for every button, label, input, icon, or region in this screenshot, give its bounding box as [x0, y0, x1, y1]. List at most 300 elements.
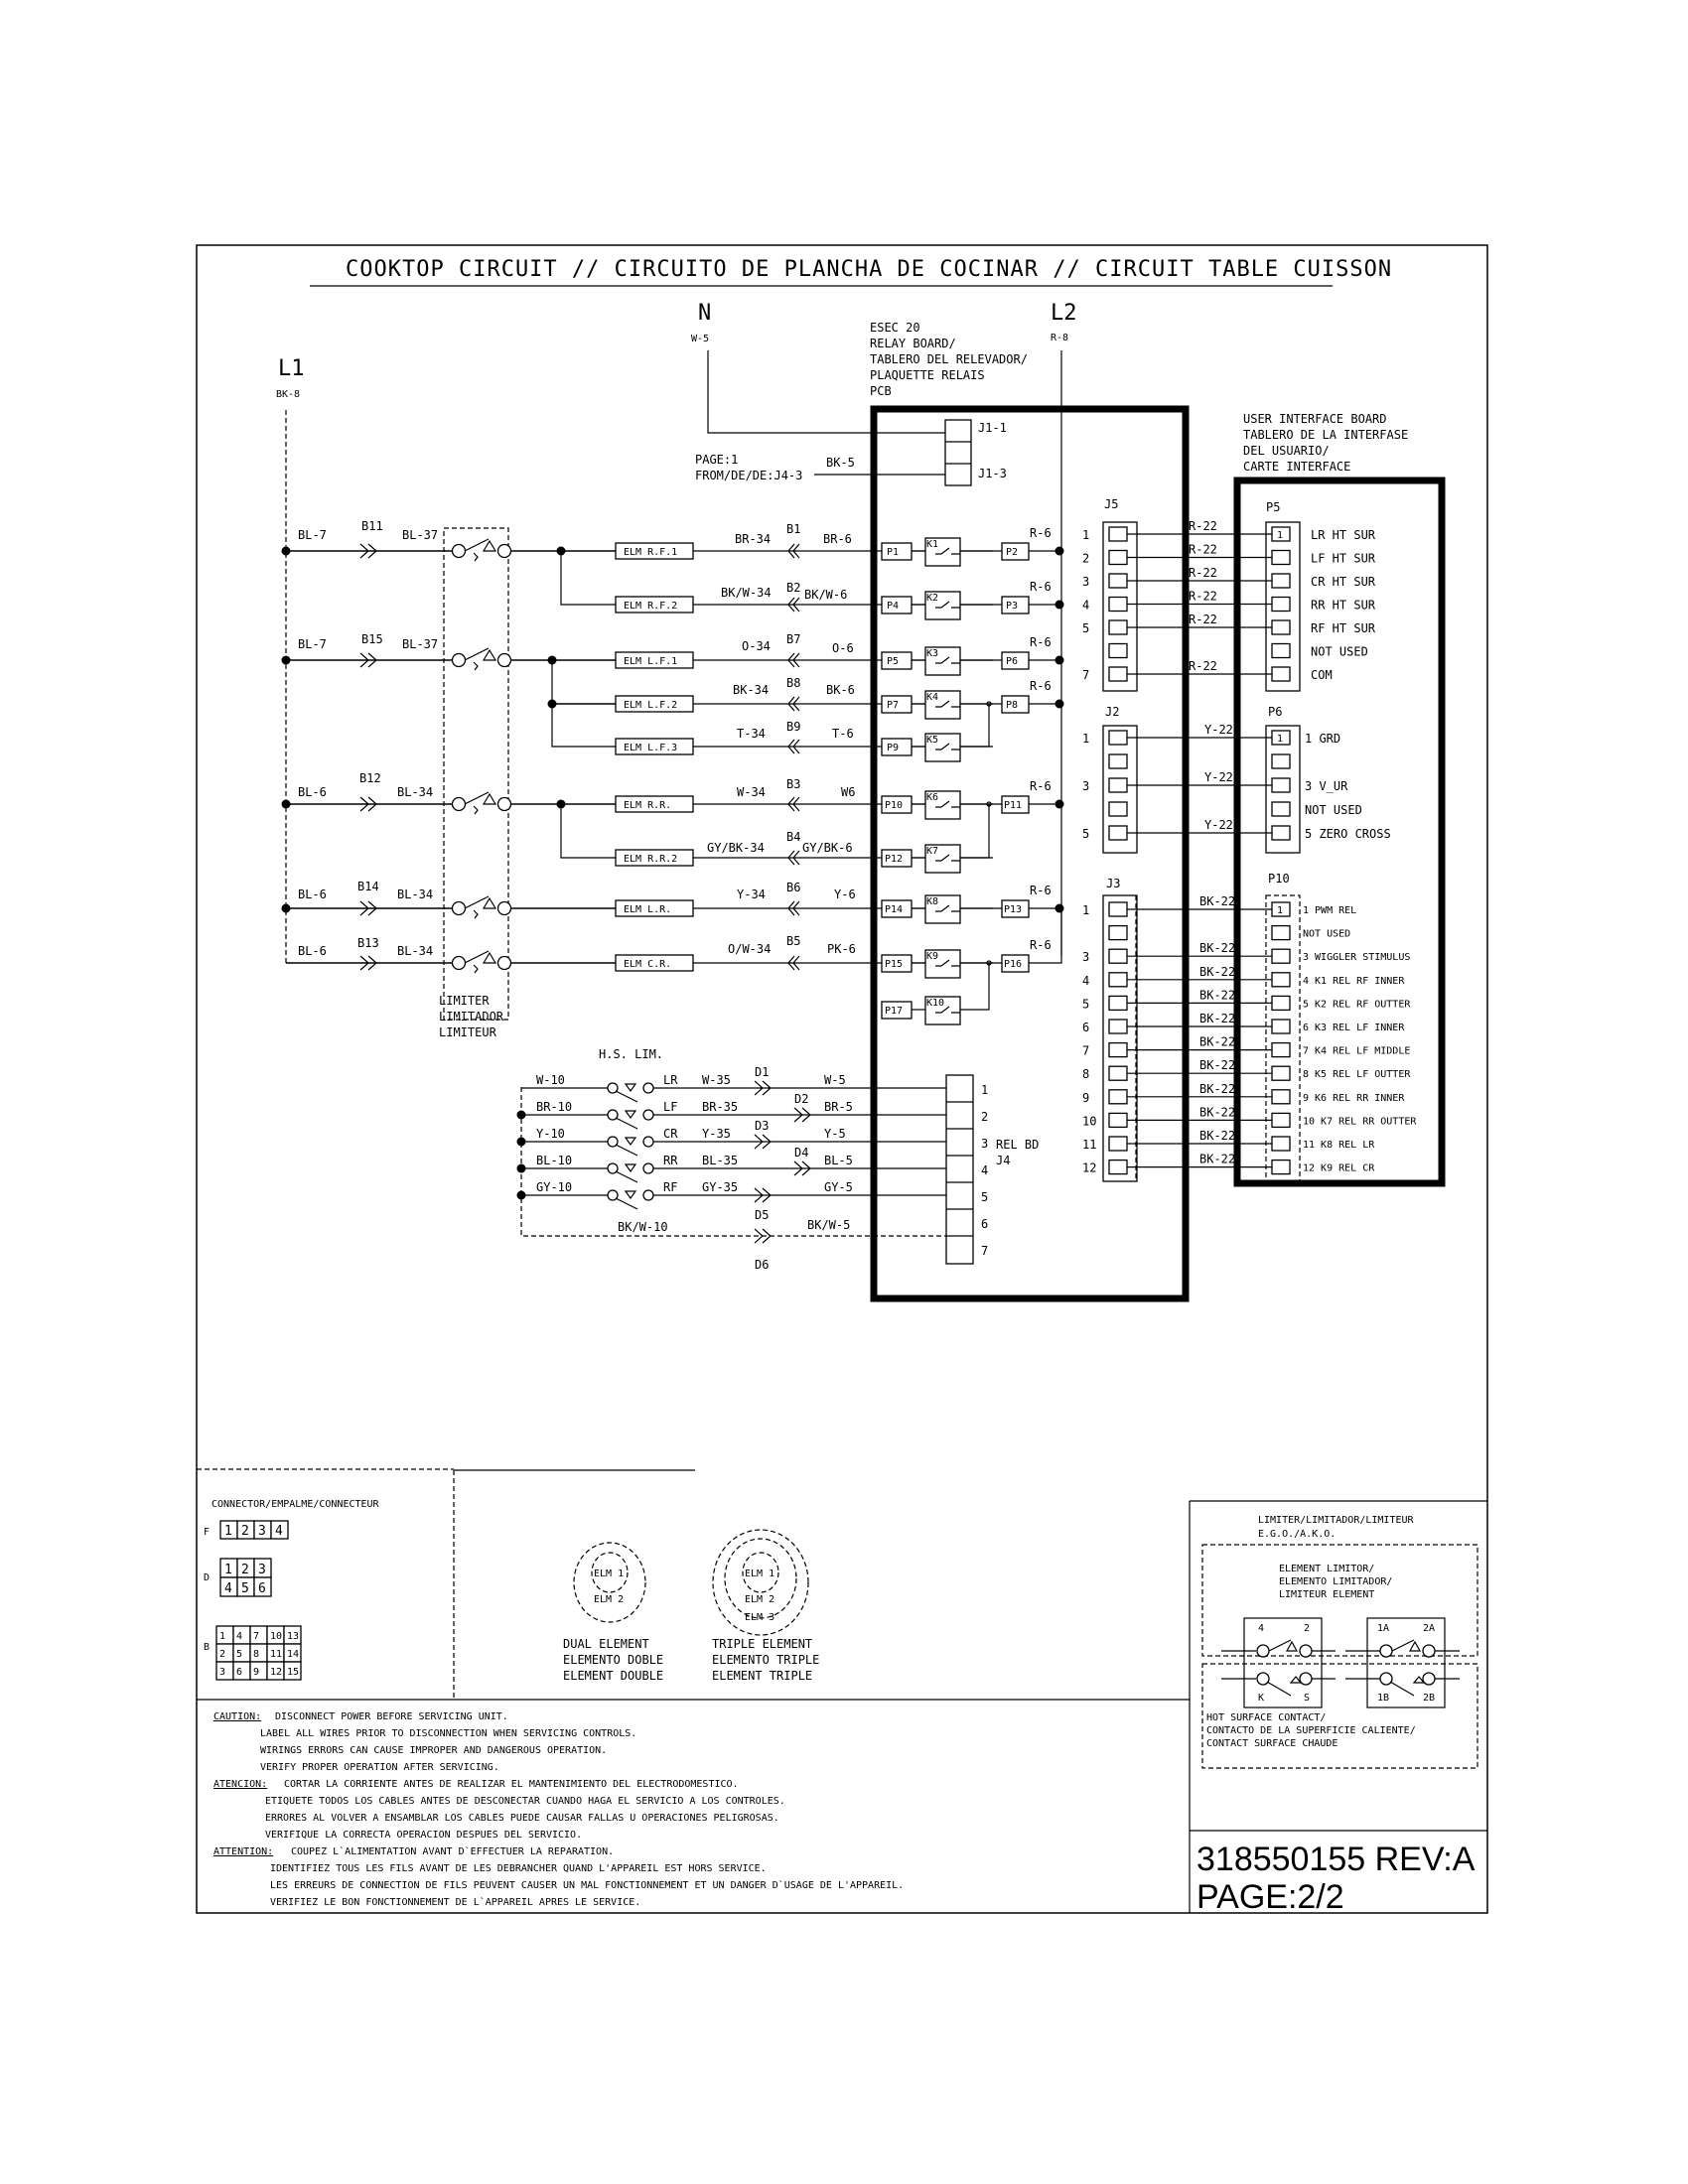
svg-text:15: 15 — [287, 1667, 300, 1678]
svg-text:2: 2 — [981, 1110, 989, 1124]
svg-text:2: 2 — [1304, 1623, 1311, 1634]
svg-text:ELM 1: ELM 1 — [594, 1569, 625, 1579]
svg-text:B14: B14 — [357, 880, 379, 893]
svg-text:DISCONNECT POWER BEFORE SERVIC: DISCONNECT POWER BEFORE SERVICING UNIT. — [275, 1711, 508, 1722]
svg-text:ERRORES AL VOLVER A ENSAMBLAR: ERRORES AL VOLVER A ENSAMBLAR LOS CABLES PUEDE CAUSAR FALLAS U OPERACIONES PELIGROSAS. — [265, 1813, 779, 1824]
svg-text:J1-1: J1-1 — [978, 421, 1007, 435]
limiter-legend — [1202, 1515, 1477, 1768]
svg-text:1: 1 — [224, 1563, 232, 1577]
svg-text:LIMITEUR ELEMENT: LIMITEUR ELEMENT — [1279, 1589, 1375, 1600]
svg-text:1: 1 — [981, 1083, 989, 1097]
ui-board-label — [1243, 412, 1408, 474]
svg-text:S: S — [1304, 1693, 1311, 1704]
svg-text:K5: K5 — [926, 735, 939, 746]
svg-text:10: 10 — [1082, 1114, 1097, 1129]
svg-text:1: 1 — [1277, 905, 1284, 916]
svg-text:BK-34: BK-34 — [733, 683, 770, 697]
svg-text:5: 5 — [1082, 997, 1090, 1012]
svg-text:4: 4 — [1258, 1623, 1265, 1634]
svg-text:R-8: R-8 — [1051, 333, 1069, 343]
svg-text:4: 4 — [981, 1163, 989, 1177]
svg-text:ELM R.R.2: ELM R.R.2 — [624, 854, 678, 865]
svg-text:BK/W-10: BK/W-10 — [618, 1220, 668, 1234]
svg-text:TRIPLE ELEMENT: TRIPLE ELEMENT — [712, 1637, 813, 1651]
relay-row-k1 — [882, 526, 1064, 566]
svg-text:1: 1 — [1082, 732, 1090, 746]
svg-text:P17: P17 — [885, 1006, 904, 1017]
svg-text:BK-6: BK-6 — [826, 683, 855, 697]
svg-text:P5: P5 — [887, 656, 900, 667]
svg-text:10: 10 — [270, 1631, 283, 1642]
svg-text:BL-6: BL-6 — [298, 785, 327, 799]
p5-function-label: CR HT SUR — [1311, 575, 1376, 589]
svg-text:BK-22: BK-22 — [1199, 1152, 1236, 1166]
svg-text:11: 11 — [270, 1649, 283, 1660]
svg-text:2B: 2B — [1423, 1693, 1436, 1704]
svg-text:3: 3 — [981, 1137, 989, 1151]
svg-text:ELM L.F.2: ELM L.F.2 — [624, 700, 678, 711]
svg-text:CONNECTOR/EMPALME/CONNECTEUR: CONNECTOR/EMPALME/CONNECTEUR — [211, 1499, 379, 1510]
svg-text:RF: RF — [663, 1180, 678, 1194]
svg-text:1A: 1A — [1377, 1623, 1390, 1634]
svg-text:B12: B12 — [359, 771, 381, 785]
svg-text:Y-10: Y-10 — [536, 1127, 565, 1141]
svg-text:CARTE INTERFACE: CARTE INTERFACE — [1243, 460, 1351, 474]
svg-text:P5: P5 — [1266, 500, 1281, 514]
svg-text:ELM 3: ELM 3 — [745, 1612, 775, 1623]
svg-text:B2: B2 — [786, 581, 801, 595]
svg-text:ATENCION:: ATENCION: — [213, 1779, 268, 1790]
relays — [882, 526, 1064, 1024]
supply-row-5 — [286, 936, 457, 970]
svg-text:BR-5: BR-5 — [824, 1100, 853, 1114]
svg-text:ETIQUETE TODOS LOS CABLES ANTE: ETIQUETE TODOS LOS CABLES ANTES DE DESCONECTAR CUANDO HAGA EL SERVICIO A LOS CONTROLES. — [265, 1796, 785, 1807]
svg-text:B9: B9 — [786, 720, 801, 734]
svg-text:ELM L.F.1: ELM L.F.1 — [624, 656, 678, 667]
supply-rows — [282, 519, 458, 970]
svg-text:BK-22: BK-22 — [1199, 1012, 1236, 1025]
svg-text:P10: P10 — [1268, 872, 1290, 886]
svg-text:P9: P9 — [887, 743, 900, 753]
svg-text:BK-8: BK-8 — [276, 389, 301, 400]
svg-text:N: N — [698, 301, 712, 326]
svg-text:14: 14 — [287, 1649, 300, 1660]
svg-text:6: 6 — [258, 1581, 266, 1596]
limiter-label — [439, 994, 504, 1039]
svg-text:7: 7 — [1082, 1043, 1090, 1058]
svg-text:ELM L.F.3: ELM L.F.3 — [624, 743, 678, 753]
title-block — [1196, 1841, 1476, 1916]
svg-text:6 K3 REL LF INNER: 6 K3 REL LF INNER — [1303, 1023, 1405, 1033]
svg-text:6: 6 — [1082, 1021, 1090, 1034]
svg-text:5: 5 — [236, 1649, 243, 1660]
svg-text:4: 4 — [1082, 973, 1090, 988]
svg-text:ELM R.F.1: ELM R.F.1 — [624, 547, 678, 558]
svg-text:W-5: W-5 — [824, 1073, 846, 1087]
svg-text:L2: L2 — [1051, 301, 1077, 326]
svg-text:1: 1 — [1277, 734, 1284, 745]
svg-text:BK-5: BK-5 — [826, 456, 855, 470]
svg-text:RELAY BOARD/: RELAY BOARD/ — [870, 337, 956, 350]
svg-text:BL-34: BL-34 — [397, 785, 434, 799]
svg-text:ELEMENTO DOBLE: ELEMENTO DOBLE — [563, 1653, 664, 1667]
svg-text:2A: 2A — [1423, 1623, 1436, 1634]
svg-text:T-34: T-34 — [737, 727, 766, 741]
svg-text:LF: LF — [663, 1100, 678, 1114]
svg-text:P6: P6 — [1006, 656, 1019, 667]
svg-text:L1: L1 — [278, 356, 305, 381]
svg-text:7 K4 REL LF MIDDLE: 7 K4 REL LF MIDDLE — [1303, 1045, 1411, 1057]
limiter-switches — [453, 539, 557, 973]
relay-row-k9 — [882, 908, 1061, 978]
svg-text:P6: P6 — [1268, 705, 1283, 719]
svg-text:R-6: R-6 — [1030, 779, 1052, 793]
svg-text:K7: K7 — [926, 846, 939, 857]
relay-board-label — [870, 321, 1028, 398]
svg-text:9: 9 — [1082, 1090, 1090, 1105]
svg-text:CONTACT SURFACE CHAUDE: CONTACT SURFACE CHAUDE — [1206, 1738, 1338, 1749]
j5-pin-number: 1 — [1082, 528, 1090, 542]
dual-element-diagram — [563, 1543, 663, 1683]
svg-text:BK-22: BK-22 — [1199, 1058, 1236, 1073]
svg-text:R-22: R-22 — [1189, 659, 1217, 673]
svg-text:B5: B5 — [786, 934, 801, 948]
p5-function-label: NOT USED — [1311, 644, 1368, 659]
svg-text:J2: J2 — [1105, 705, 1120, 719]
svg-text:5: 5 — [1082, 827, 1090, 841]
svg-text:ELM 2: ELM 2 — [745, 1594, 775, 1605]
relay-row-k3 — [882, 635, 1064, 675]
svg-text:BR-35: BR-35 — [702, 1100, 739, 1114]
svg-text:W-5: W-5 — [691, 334, 710, 344]
triple-element-diagram — [712, 1530, 819, 1683]
svg-text:R-22: R-22 — [1189, 542, 1217, 557]
svg-text:WIRINGS ERRORS CAN CAUSE IMPRO: WIRINGS ERRORS CAN CAUSE IMPROPER AND DANGEROUS OPERATION. — [260, 1745, 608, 1756]
svg-text:10 K7 REL RR OUTTER: 10 K7 REL RR OUTTER — [1303, 1116, 1417, 1128]
svg-text:W-10: W-10 — [536, 1073, 565, 1087]
relay-board-outline — [874, 409, 1186, 1298]
svg-text:BL-7: BL-7 — [298, 528, 327, 542]
svg-text:Y-6: Y-6 — [834, 887, 856, 901]
svg-text:ATTENTION:: ATTENTION: — [213, 1846, 274, 1857]
svg-text:BK-22: BK-22 — [1199, 988, 1236, 1003]
svg-text:1: 1 — [224, 1524, 232, 1539]
svg-text:Y-22: Y-22 — [1204, 723, 1233, 737]
svg-text:DEL USUARIO/: DEL USUARIO/ — [1243, 444, 1330, 458]
svg-text:VERIFIQUE LA CORRECTA OPERACIO: VERIFIQUE LA CORRECTA OPERACION DESPUES DEL SERVICIO. — [265, 1830, 583, 1841]
svg-text:ELM 1: ELM 1 — [745, 1569, 775, 1579]
relay-row-k8 — [882, 884, 1064, 923]
svg-text:5 ZERO CROSS: 5 ZERO CROSS — [1305, 827, 1391, 841]
j1-connector — [695, 420, 1007, 485]
p5-function-label: RF HT SUR — [1311, 621, 1376, 635]
svg-text:T-6: T-6 — [832, 727, 854, 741]
svg-text:J4: J4 — [996, 1154, 1011, 1167]
svg-text:D6: D6 — [755, 1258, 770, 1272]
svg-text:BL-7: BL-7 — [298, 637, 327, 651]
relay-row-k4 — [882, 679, 1064, 719]
svg-text:8: 8 — [1082, 1067, 1090, 1082]
svg-text:B15: B15 — [361, 632, 383, 646]
svg-text:BK/W-6: BK/W-6 — [804, 588, 848, 602]
svg-text:GY/BK-6: GY/BK-6 — [802, 841, 853, 855]
svg-text:2: 2 — [241, 1524, 249, 1539]
svg-text:12 K9 REL CR: 12 K9 REL CR — [1303, 1162, 1375, 1174]
svg-text:W-34: W-34 — [737, 785, 766, 799]
svg-text:D1: D1 — [755, 1065, 770, 1079]
supply-row-2 — [282, 632, 458, 667]
svg-text:5 K2 REL RF OUTTER: 5 K2 REL RF OUTTER — [1303, 999, 1411, 1011]
diagram-title: COOKTOP CIRCUIT // CIRCUITO DE PLANCHA DE COCINAR // CIRCUIT TABLE CUISSON — [346, 257, 1393, 282]
svg-text:5: 5 — [981, 1190, 989, 1204]
svg-text:ELM R.R.: ELM R.R. — [624, 800, 672, 811]
svg-text:ELEMENTO TRIPLE: ELEMENTO TRIPLE — [712, 1653, 820, 1667]
svg-text:CR: CR — [663, 1127, 678, 1141]
svg-text:ELEMENT DOUBLE: ELEMENT DOUBLE — [563, 1669, 664, 1683]
svg-text:BK-22: BK-22 — [1199, 1105, 1236, 1120]
svg-text:BR-10: BR-10 — [536, 1100, 573, 1114]
svg-text:K: K — [1258, 1693, 1265, 1704]
svg-text:BL-6: BL-6 — [298, 944, 327, 958]
svg-text:ELM 2: ELM 2 — [594, 1594, 625, 1605]
svg-text:P14: P14 — [885, 904, 904, 915]
svg-text:2: 2 — [219, 1649, 226, 1660]
relay-row-k6 — [882, 779, 1064, 819]
svg-text:P1: P1 — [887, 547, 900, 558]
svg-text:3: 3 — [219, 1667, 226, 1678]
svg-text:ELM R.F.2: ELM R.F.2 — [624, 601, 678, 612]
svg-text:DUAL ELEMENT: DUAL ELEMENT — [563, 1637, 649, 1651]
svg-text:D: D — [204, 1572, 211, 1583]
power-l2 — [1051, 301, 1077, 956]
svg-text:ELM L.R.: ELM L.R. — [624, 904, 672, 915]
svg-text:PAGE:2/2: PAGE:2/2 — [1196, 1878, 1344, 1916]
svg-text:BK-22: BK-22 — [1199, 964, 1236, 979]
svg-text:B6: B6 — [786, 881, 801, 894]
svg-text:K3: K3 — [926, 648, 939, 659]
svg-text:BL-37: BL-37 — [402, 528, 439, 542]
svg-text:P11: P11 — [1004, 800, 1023, 811]
j5-pin-number: 2 — [1082, 551, 1090, 566]
svg-text:BL-5: BL-5 — [824, 1154, 853, 1167]
p5-function-label: LF HT SUR — [1311, 551, 1376, 566]
svg-text:BK/W-5: BK/W-5 — [807, 1218, 851, 1232]
svg-text:J1-3: J1-3 — [978, 467, 1007, 480]
svg-text:B11: B11 — [361, 519, 383, 533]
caution-notes — [213, 1711, 904, 1908]
svg-text:VERIFIEZ LE BON FONCTIONNEMENT: VERIFIEZ LE BON FONCTIONNEMENT DE L`APPAREIL APRES LE SERVICE. — [270, 1897, 641, 1908]
svg-text:BL-35: BL-35 — [702, 1154, 739, 1167]
j5-connector — [1103, 497, 1137, 691]
svg-text:3: 3 — [1082, 950, 1090, 965]
p5-function-label: RR HT SUR — [1311, 598, 1376, 613]
svg-text:9 K6 REL RR INNER: 9 K6 REL RR INNER — [1303, 1092, 1405, 1104]
svg-text:R-22: R-22 — [1189, 589, 1217, 604]
svg-text:BK-22: BK-22 — [1199, 1034, 1236, 1049]
limiter-box — [444, 528, 508, 1020]
svg-text:3: 3 — [258, 1524, 266, 1539]
svg-text:BR-34: BR-34 — [735, 532, 772, 546]
svg-text:GY/BK-34: GY/BK-34 — [707, 841, 765, 855]
svg-text:2: 2 — [241, 1563, 249, 1577]
svg-text:B13: B13 — [357, 936, 379, 950]
svg-text:O/W-34: O/W-34 — [728, 942, 772, 956]
svg-text:H.S. LIM.: H.S. LIM. — [599, 1047, 664, 1061]
svg-text:GY-35: GY-35 — [702, 1180, 739, 1194]
svg-text:P4: P4 — [887, 601, 900, 612]
svg-text:8 K5 REL LF OUTTER: 8 K5 REL LF OUTTER — [1303, 1069, 1411, 1081]
svg-text:K1: K1 — [926, 539, 939, 550]
svg-text:B7: B7 — [786, 632, 801, 646]
svg-text:ELM C.R.: ELM C.R. — [624, 959, 672, 970]
svg-text:COUPEZ L`ALIMENTATION AVANT D`: COUPEZ L`ALIMENTATION AVANT D`EFFECTUER LA REPARATION. — [291, 1846, 615, 1857]
svg-text:4 K1 REL RF INNER: 4 K1 REL RF INNER — [1303, 975, 1405, 987]
svg-text:R-6: R-6 — [1030, 635, 1052, 649]
svg-text:1: 1 — [219, 1631, 226, 1642]
svg-text:1B: 1B — [1377, 1693, 1390, 1704]
svg-text:PK-6: PK-6 — [827, 942, 856, 956]
element-legend — [563, 1530, 819, 1683]
svg-text:3 WIGGLER STIMULUS: 3 WIGGLER STIMULUS — [1303, 952, 1411, 964]
svg-text:1 PWM REL: 1 PWM REL — [1303, 905, 1357, 916]
relay-row-k2 — [882, 580, 1064, 619]
svg-text:VERIFY PROPER OPERATION AFTER: VERIFY PROPER OPERATION AFTER SERVICING. — [260, 1762, 499, 1773]
svg-text:HOT SURFACE CONTACT/: HOT SURFACE CONTACT/ — [1206, 1712, 1327, 1723]
svg-text:3: 3 — [1082, 779, 1090, 793]
svg-text:R-6: R-6 — [1030, 580, 1052, 594]
svg-text:BK-22: BK-22 — [1199, 894, 1236, 908]
svg-text:Y-35: Y-35 — [702, 1127, 731, 1141]
j5-pin-number: 3 — [1082, 575, 1090, 589]
svg-text:D2: D2 — [794, 1092, 809, 1106]
svg-text:BK-22: BK-22 — [1199, 1129, 1236, 1143]
svg-text:K8: K8 — [926, 896, 939, 907]
svg-text:B1: B1 — [786, 522, 801, 536]
svg-text:B4: B4 — [786, 830, 801, 844]
svg-text:ESEC 20: ESEC 20 — [870, 321, 920, 335]
svg-text:K6: K6 — [926, 792, 939, 803]
svg-text:R-6: R-6 — [1030, 526, 1052, 540]
svg-text:LR: LR — [663, 1073, 678, 1087]
svg-text:PAGE:1: PAGE:1 — [695, 453, 739, 467]
svg-text:BL-34: BL-34 — [397, 887, 434, 901]
svg-text:K2: K2 — [926, 593, 939, 604]
svg-text:LIMITEUR: LIMITEUR — [439, 1025, 496, 1039]
svg-text:PCB: PCB — [870, 384, 892, 398]
svg-text:CORTAR LA CORRIENTE ANTES DE R: CORTAR LA CORRIENTE ANTES DE REALIZAR EL MANTENIMIENTO DEL ELECTRODOMESTICO. — [284, 1779, 739, 1790]
svg-text:LES ERREURS DE CONNECTION DE F: LES ERREURS DE CONNECTION DE FILS PEUVENT CAUSER UN MAL FONCTIONNEMENT ET UN DANGER D`USAGE DE L'APPAREIL. — [270, 1880, 905, 1891]
svg-text:3: 3 — [258, 1563, 266, 1577]
svg-text:BR-6: BR-6 — [823, 532, 852, 546]
svg-text:E.G.O./A.K.O.: E.G.O./A.K.O. — [1258, 1529, 1336, 1540]
svg-text:TABLERO DEL RELEVADOR/: TABLERO DEL RELEVADOR/ — [870, 352, 1028, 366]
svg-text:BL-6: BL-6 — [298, 887, 327, 901]
svg-text:BK-22: BK-22 — [1199, 941, 1236, 956]
svg-text:PLAQUETTE RELAIS: PLAQUETTE RELAIS — [870, 368, 985, 382]
svg-text:USER INTERFACE BOARD: USER INTERFACE BOARD — [1243, 412, 1387, 426]
svg-text:O-6: O-6 — [832, 641, 854, 655]
svg-text:REL BD: REL BD — [996, 1138, 1040, 1152]
svg-text:RR: RR — [663, 1154, 678, 1167]
svg-text:R-22: R-22 — [1189, 566, 1217, 580]
svg-text:W-35: W-35 — [702, 1073, 731, 1087]
svg-text:W6: W6 — [841, 785, 856, 799]
svg-text:6: 6 — [236, 1667, 243, 1678]
svg-text:LABEL ALL WIRES PRIOR TO DISCO: LABEL ALL WIRES PRIOR TO DISCONNECTION WHEN SERVICING CONTROLS. — [260, 1728, 637, 1739]
svg-text:D5: D5 — [755, 1208, 770, 1222]
svg-text:LIMITER/LIMITADOR/LIMITEUR: LIMITER/LIMITADOR/LIMITEUR — [1258, 1515, 1414, 1526]
svg-text:12: 12 — [270, 1667, 283, 1678]
supply-row-4 — [282, 880, 458, 915]
svg-text:P16: P16 — [1004, 959, 1023, 970]
svg-text:4: 4 — [236, 1631, 243, 1642]
svg-text:J3: J3 — [1106, 877, 1121, 890]
svg-text:F: F — [204, 1527, 211, 1538]
svg-text:9: 9 — [253, 1667, 260, 1678]
svg-text:IDENTIFIEZ TOUS LES FILS AVANT: IDENTIFIEZ TOUS LES FILS AVANT DE LES DEBRANCHER QUAND L'APPAREIL EST HORS SERVICE. — [270, 1863, 767, 1874]
svg-text:BL-34: BL-34 — [397, 944, 434, 958]
svg-text:P15: P15 — [885, 959, 904, 970]
svg-text:P3: P3 — [1006, 601, 1019, 612]
svg-text:R-22: R-22 — [1189, 519, 1217, 533]
svg-text:ELEMENTO LIMITADOR/: ELEMENTO LIMITADOR/ — [1279, 1576, 1393, 1587]
svg-text:R-6: R-6 — [1030, 679, 1052, 693]
svg-text:318550155 REV:A: 318550155 REV:A — [1196, 1841, 1476, 1878]
svg-text:8: 8 — [253, 1649, 260, 1660]
svg-text:4: 4 — [224, 1581, 232, 1596]
branch-junctions — [548, 547, 617, 964]
svg-text:D3: D3 — [755, 1119, 770, 1133]
svg-text:TABLERO DE LA INTERFASE: TABLERO DE LA INTERFASE — [1243, 428, 1409, 442]
supply-row-1 — [282, 519, 458, 558]
svg-text:NOT USED: NOT USED — [1303, 928, 1351, 940]
svg-text:CAUTION:: CAUTION: — [213, 1711, 262, 1722]
svg-text:BL-37: BL-37 — [402, 637, 439, 651]
svg-text:B3: B3 — [786, 777, 801, 791]
svg-text:J5: J5 — [1104, 497, 1119, 511]
svg-text:O-34: O-34 — [742, 639, 771, 653]
svg-text:11 K8 REL LR: 11 K8 REL LR — [1303, 1140, 1375, 1151]
svg-text:13: 13 — [287, 1631, 300, 1642]
svg-text:P10: P10 — [885, 800, 904, 811]
connector-legend — [204, 1499, 380, 1680]
svg-text:BK-22: BK-22 — [1199, 1081, 1236, 1096]
svg-text:R-6: R-6 — [1030, 938, 1052, 952]
svg-text:BK/W-34: BK/W-34 — [721, 586, 772, 600]
svg-text:P13: P13 — [1004, 904, 1023, 915]
j5-pin-number: 5 — [1082, 621, 1090, 635]
svg-text:1: 1 — [1082, 903, 1090, 917]
svg-text:4: 4 — [275, 1524, 283, 1539]
svg-text:R-6: R-6 — [1030, 884, 1052, 897]
svg-text:B8: B8 — [786, 676, 801, 690]
svg-text:ELEMENT TRIPLE: ELEMENT TRIPLE — [712, 1669, 813, 1683]
p5-function-label: COM — [1311, 668, 1333, 682]
svg-text:LIMITADOR: LIMITADOR — [439, 1010, 504, 1024]
p5-function-label: LR HT SUR — [1311, 528, 1376, 542]
svg-text:GY-10: GY-10 — [536, 1180, 573, 1194]
svg-text:Y-22: Y-22 — [1204, 818, 1233, 832]
svg-text:K9: K9 — [926, 951, 939, 962]
j5-pin-number: 7 — [1082, 668, 1090, 682]
svg-text:Y-22: Y-22 — [1204, 770, 1233, 784]
svg-text:D4: D4 — [794, 1146, 809, 1160]
supply-row-3 — [282, 771, 458, 811]
hs-limiter — [517, 1047, 1040, 1272]
j5-pin-number: 4 — [1082, 598, 1090, 613]
svg-text:5: 5 — [241, 1581, 249, 1596]
svg-text:1 GRD: 1 GRD — [1305, 732, 1341, 746]
